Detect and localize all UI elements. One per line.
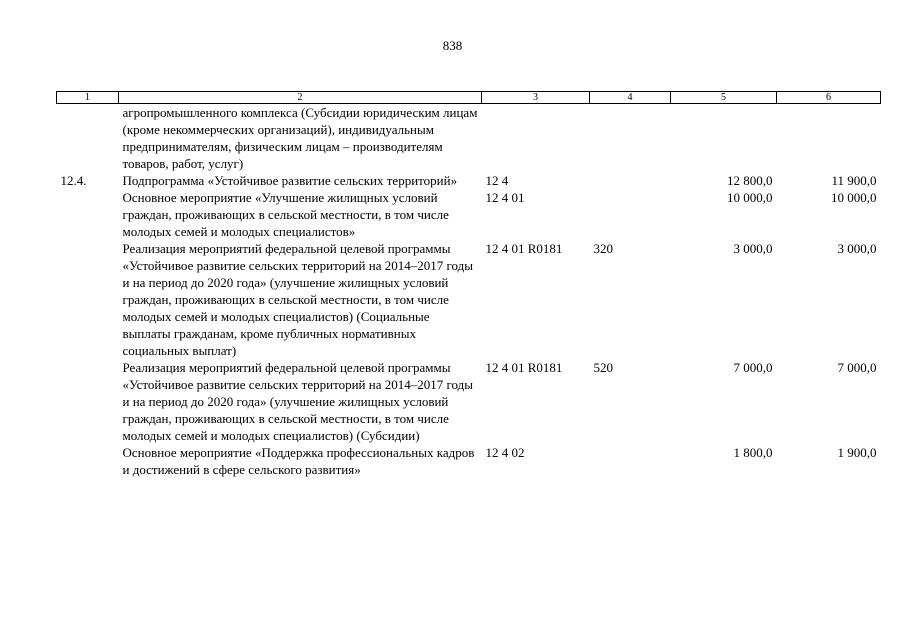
row-number: [57, 359, 119, 444]
row-number: 12.4.: [60, 173, 87, 188]
row-amount-1: 10 000,0: [727, 190, 773, 205]
table-row: [57, 444, 881, 478]
column-header-6: 6: [777, 92, 881, 104]
row-name: Основное мероприятие «Улучшение жилищных условий граждан, проживающих в сельской местности, в том числе молодых семей и молодых специалистов»: [122, 190, 449, 239]
column-header-1: 1: [57, 92, 119, 104]
row-amount-1: [671, 104, 777, 173]
row-amount-2: 10 000,0: [831, 190, 877, 205]
table-row: [57, 189, 881, 240]
row-name: Подпрограмма «Устойчивое развитие сельских территорий»: [122, 173, 458, 188]
row-expense-type: [590, 104, 671, 173]
row-name: Реализация мероприятий федеральной целевой программы «Устойчивое развитие сельских территорий на 2014–2017 годы и на период до 2020 года» (улучшение жилищных условий граждан, проживающих в сельской местности, в том числе молодых семей и молодых специалистов) (Субсидии): [122, 360, 473, 443]
row-code: 12 4 01: [485, 190, 525, 205]
column-header-4: 4: [590, 92, 671, 104]
row-amount-2: [777, 104, 881, 173]
row-name: Реализация мероприятий федеральной целевой программы «Устойчивое развитие сельских территорий на 2014–2017 годы и на период до 2020 года» (улучшение жилищных условий граждан, проживающих в сельской местности, в том числе молодых семей и молодых специалистов) (Социальные выплаты гражданам, кроме публичных нормативных социальных выплат): [122, 241, 473, 358]
table-row: [57, 104, 881, 173]
row-number: [57, 240, 119, 359]
table-row: [57, 172, 881, 189]
row-amount-1: 1 800,0: [733, 445, 773, 460]
table-row: [57, 359, 881, 444]
column-header-3: 3: [482, 92, 590, 104]
row-number: [57, 444, 119, 478]
row-amount-1: 7 000,0: [733, 360, 773, 375]
row-amount-2: 7 000,0: [837, 360, 877, 375]
row-number: [57, 104, 119, 173]
row-code: 12 4 01 R0181: [485, 360, 563, 375]
column-header-2: 2: [119, 92, 482, 104]
page-number: 838: [442, 38, 463, 53]
row-expense-type: 520: [593, 360, 613, 375]
row-expense-type: 320: [593, 241, 613, 256]
table-row: [57, 240, 881, 359]
row-amount-2: 3 000,0: [837, 241, 877, 256]
column-header-5: 5: [671, 92, 777, 104]
row-code: 12 4 02: [485, 445, 525, 460]
budget-table: [56, 91, 881, 478]
row-name: Основное мероприятие «Поддержка профессиональных кадров и достижений в сфере сельского развития»: [122, 445, 475, 477]
row-code: 12 4: [485, 173, 509, 188]
row-name: агропромышленного комплекса (Субсидии юридическим лицам (кроме некоммерческих организаций), индивидуальным предпринимателям, физическим лицам – производителям товаров, работ, услуг): [122, 105, 478, 171]
row-amount-2: 11 900,0: [831, 173, 877, 188]
row-number: [57, 189, 119, 240]
row-amount-1: 3 000,0: [733, 241, 773, 256]
row-code: [482, 104, 590, 173]
column-number-header-row: [57, 92, 881, 104]
row-code: 12 4 01 R0181: [485, 241, 563, 256]
row-expense-type: [590, 444, 671, 478]
row-expense-type: [590, 172, 671, 189]
row-amount-1: 12 800,0: [727, 173, 773, 188]
row-amount-2: 1 900,0: [837, 445, 877, 460]
row-expense-type: [590, 189, 671, 240]
